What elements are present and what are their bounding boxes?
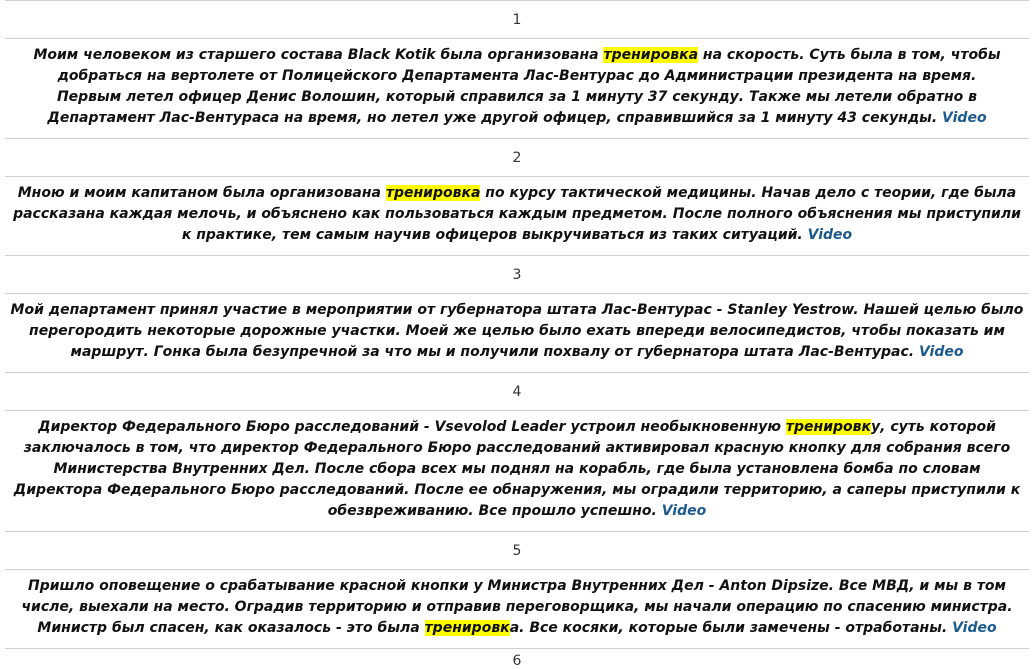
row-number: 4 [5,373,1029,411]
text-segment: а. Все косяки, которые были замечены - отработаны. [509,620,953,636]
text-segment: Мой департамент принял участие в мероприятии от губернатора штата Лас-Вентурас - Stanley Yestrow. Нашей целью было перегородить некоторые дорожные участки. Моей же целью было ехать впереди велосипедистов, чтобы показать им маршрут. Гонка была безупречной за что мы и получили похвалу от губернатора штата Лас-Вентурас. [10,302,1024,360]
text-segment: Первым летел офицер Денис Волошин, который справился за 1 минуту 37 секунду. Также мы летели обратно в Департамент Лас-Вентураса на время, но летел уже другой офицер, справившийся за 1 минуту 43 секунды. [47,89,978,126]
video-link[interactable]: Video [952,620,997,636]
report-text [5,39,1029,139]
row-number: 6 [512,653,522,669]
video-link[interactable]: Video [942,110,987,126]
text-segment: у, суть которой заключалось в том, что директор Федерального Бюро расследований активировал красную кнопку для собрания всего Министерства Внутренних Дел. После сбора всех мы поднял на корабль, где была установлена бомба по словам Директора Федерального Бюро расследований. После ее обнаружения, мы оградили территорию, а саперы приступили к обезвреживанию. Все прошло успешно. [13,419,1021,519]
report-text [5,294,1029,373]
video-link[interactable]: Video [807,227,853,243]
report-table [5,0,1029,669]
text-segment: Директор Федерального Бюро расследований - Vsevolod Leader устроил необыкновенную [38,419,786,435]
report-text [5,411,1029,532]
video-link[interactable]: Video [918,344,964,360]
highlighted-keyword: тренировка [603,47,699,63]
row-number: 5 [5,532,1029,570]
row-number: 1 [5,1,1029,39]
highlighted-keyword: тренировк [424,620,510,636]
video-link[interactable]: Video [661,503,707,519]
text-segment: Моим человеком из старшего состава Black Kotik была организована [33,47,604,63]
row-number: 3 [5,256,1029,294]
highlighted-keyword: тренировка [385,185,481,201]
text-segment: по курсу тактической медицины. Начав дело с теории, где была рассказана каждая мелочь, и объяснено как пользоваться каждым предметом. После полного объяснения мы приступили к практике, тем самым научив офицеров выкручиваться из таких ситуаций. [13,185,1021,243]
report-text [5,177,1029,256]
row-number: 2 [5,139,1029,177]
text-segment: на скорость. Суть была в том, чтобы добраться на вертолете от Полицейского Департамента Лас-Вентурас до Администрации президента на время. [57,47,1001,84]
text-segment: Пришло оповещение о срабатывание красной кнопки у Министра Внутренних Дел - Anton Dipsize. Все МВД, и мы в том числе, выехали на место. Оградив территорию и отправив переговорщика, мы начали операцию по спасению министра. Министр был спасен, как оказалось - это была [21,578,1013,636]
report-text [5,570,1029,649]
highlighted-keyword: тренировк [785,419,872,435]
text-segment: Мною и моим капитаном была организована [17,185,386,201]
